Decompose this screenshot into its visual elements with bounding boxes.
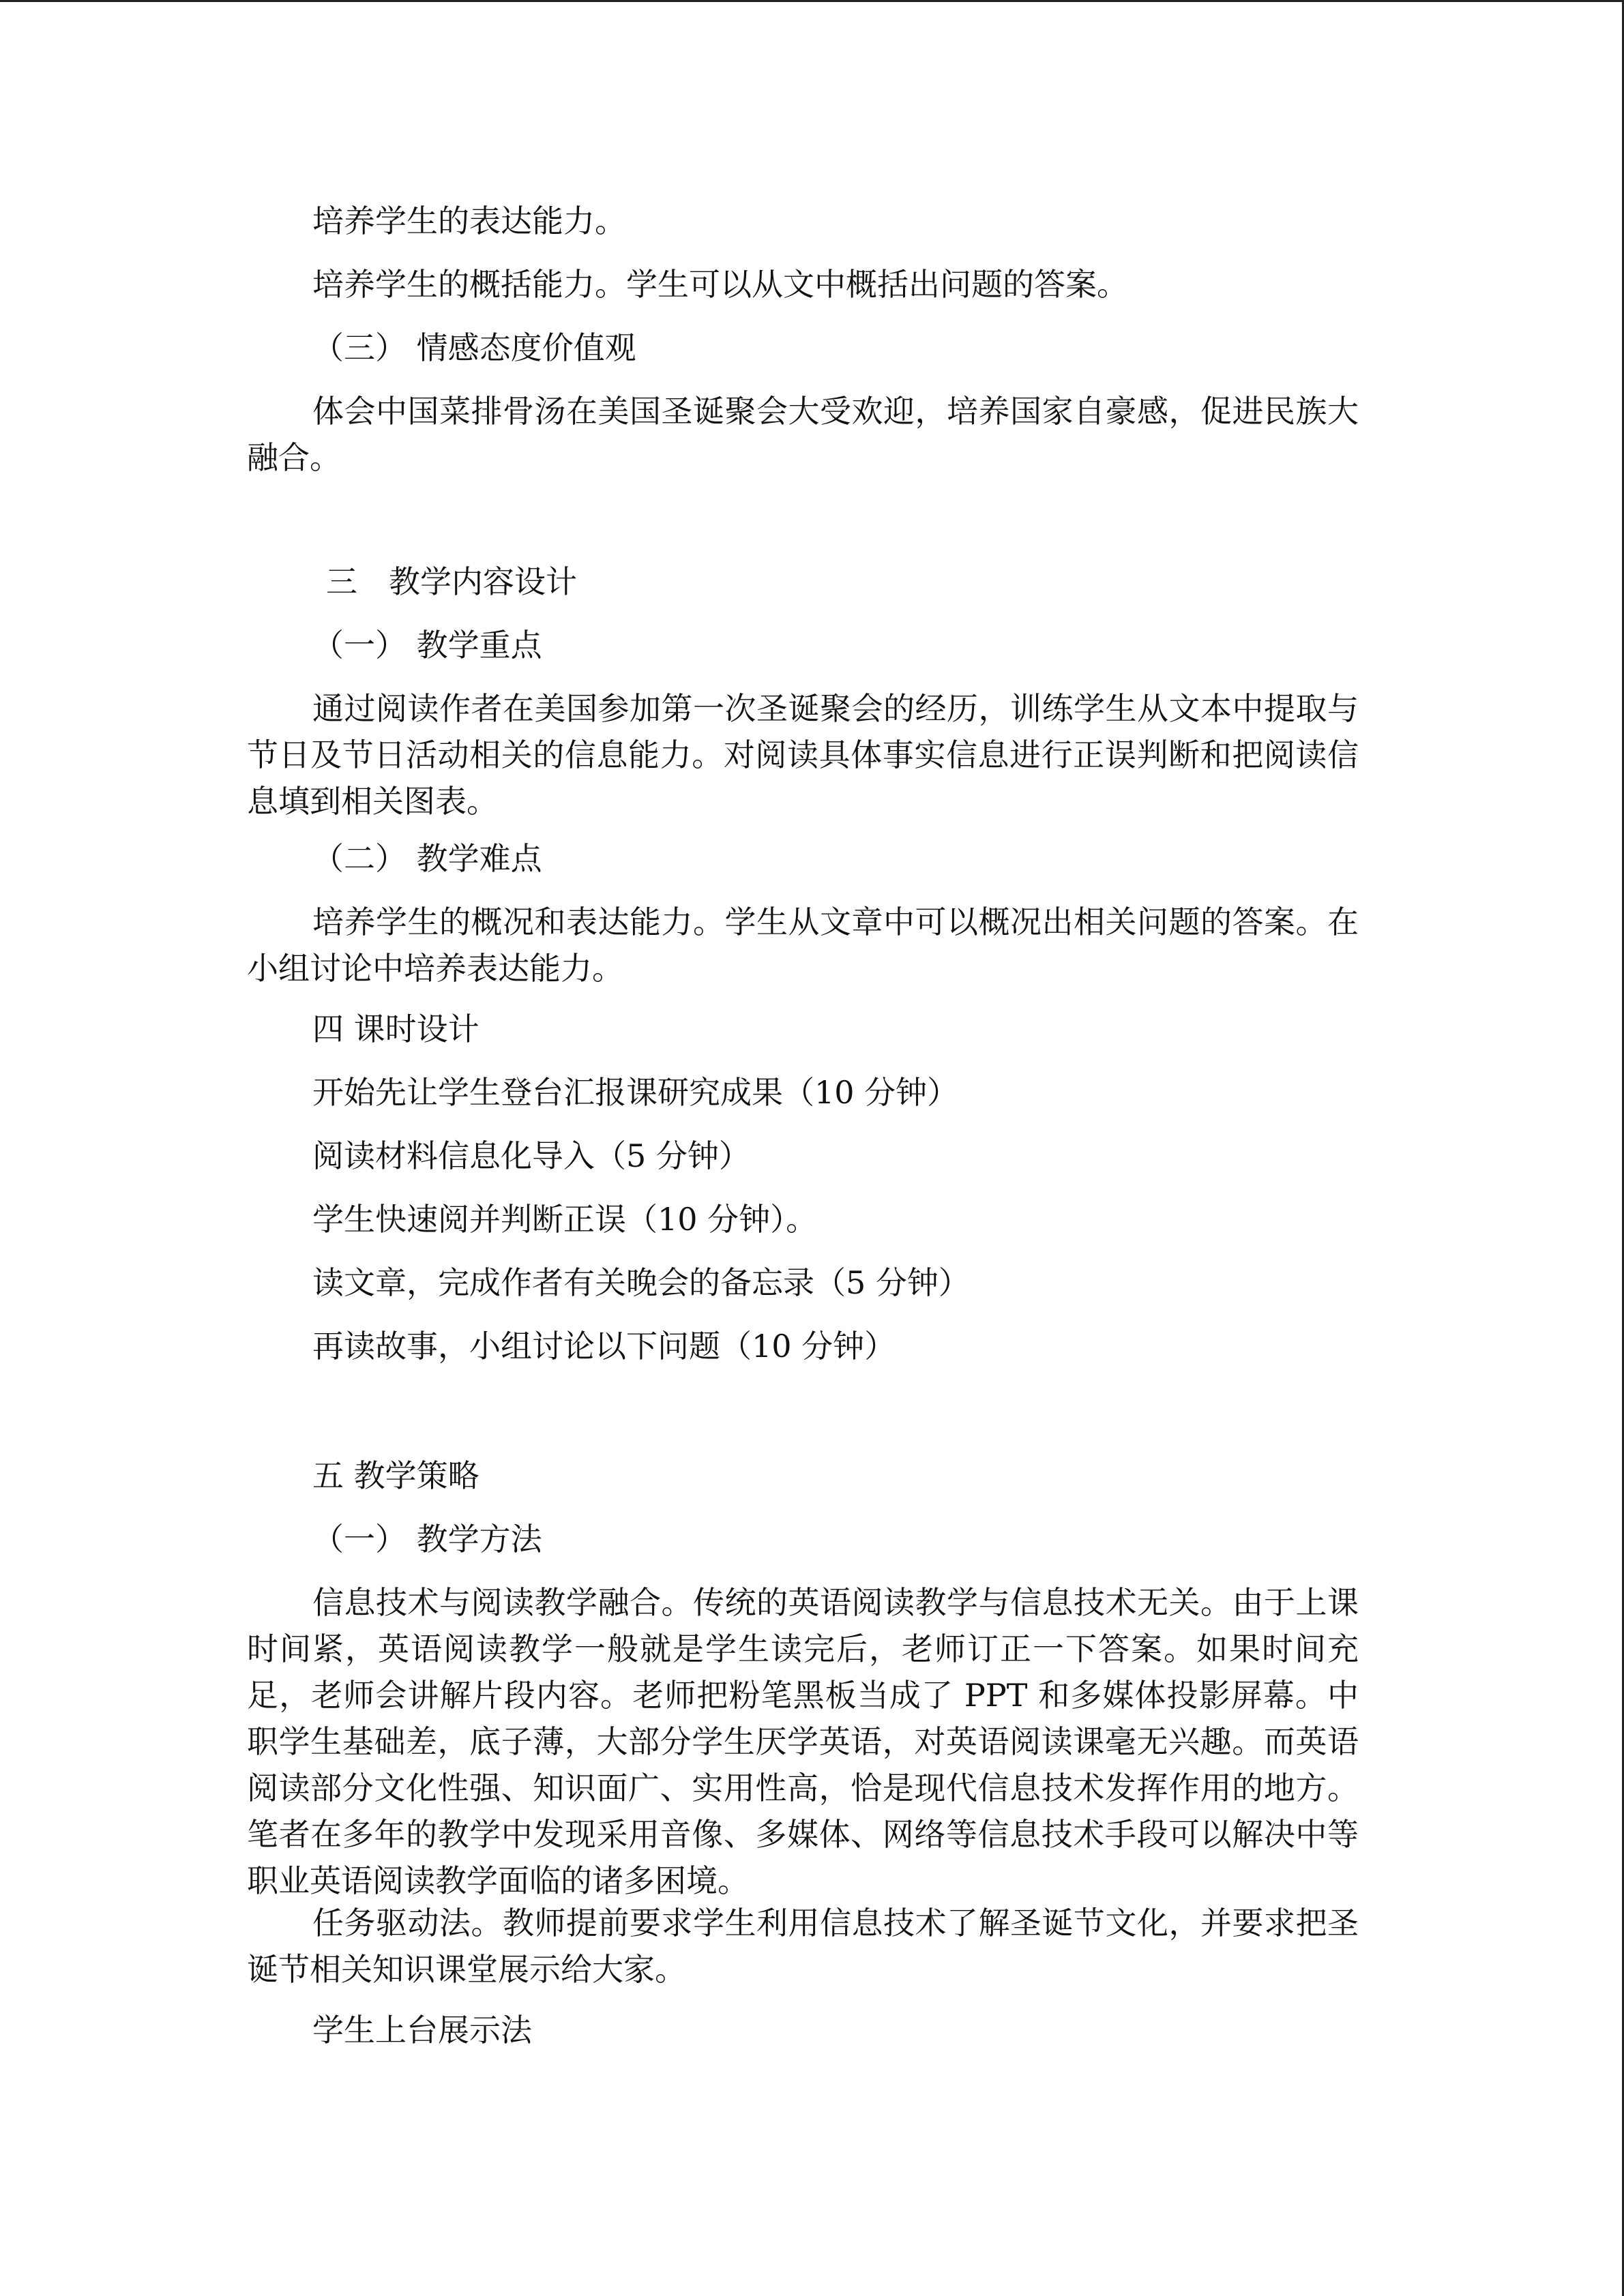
heading-teaching-difficulty: （二） 教学难点 [312, 840, 542, 877]
list-item: 开始先让学生登台汇报课研究成果（10 分钟） [312, 1074, 959, 1111]
paragraph-teaching-focus: 通过阅读作者在美国参加第一次圣诞聚会的经历，训练学生从文本中提取与节日及节日活动相关的信息能力。对阅读具体事实信息进行正误判断和把阅读信息填到相关图表。 [247, 690, 1359, 820]
paragraph-summary-ability: 培养学生的概括能力。学生可以从文中概括出问题的答案。 [312, 266, 1128, 303]
list-item: 学生快速阅并判断正误（10 分钟）。 [312, 1201, 818, 1238]
list-item: 读文章，完成作者有关晚会的备忘录（5 分钟） [312, 1264, 970, 1301]
heading-teaching-method: （一） 教学方法 [312, 1521, 542, 1557]
list-item: 再读故事，小组讨论以下问题（10 分钟） [312, 1328, 896, 1365]
heading-teaching-strategy: 五 教学策略 [312, 1457, 479, 1494]
list-item: 阅读材料信息化导入（5 分钟） [312, 1137, 750, 1174]
heading-teaching-content-design: 三 教学内容设计 [326, 563, 577, 600]
paragraph-student-presentation: 学生上台展示法 [312, 2012, 532, 2048]
paragraph-it-integration: 信息技术与阅读教学融合。传统的英语阅读教学与信息技术无关。由于上课时间紧，英语阅读教学一般就是学生读完后，老师订正一下答案。如果时间充足，老师会讲解片段内容。老师把粉笔黑板当成了 PPT 和多媒体投影屏幕。中职学生基础差，底子薄，大部分学生厌学英语，对英语阅读课毫无兴趣。而英语阅读部分文化性强、知识面广、实用性高，恰是现代信息技术发挥作用的地方。笔者在多年的教学中发现采用音像、多媒体、网络等信息技术手段可以解决中等职业英语阅读教学面临的诸多困境。 [247, 1584, 1359, 1899]
paragraph-expression-ability: 培养学生的表达能力。 [312, 203, 626, 239]
paragraph-task-driven: 任务驱动法。教师提前要求学生利用信息技术了解圣诞节文化，并要求把圣诞节相关知识课堂展示给大家。 [247, 1905, 1359, 1988]
heading-teaching-focus: （一） 教学重点 [312, 627, 542, 664]
heading-lesson-time-design: 四 课时设计 [312, 1011, 479, 1047]
paragraph-teaching-difficulty: 培养学生的概况和表达能力。学生从文章中可以概况出相关问题的答案。在小组讨论中培养表达能力。 [247, 904, 1359, 987]
paragraph-emotion-goal: 体会中国菜排骨汤在美国圣诞聚会大受欢迎，培养国家自豪感，促进民族大融合。 [247, 393, 1359, 476]
heading-emotion-attitude: （三） 情感态度价值观 [312, 329, 636, 366]
